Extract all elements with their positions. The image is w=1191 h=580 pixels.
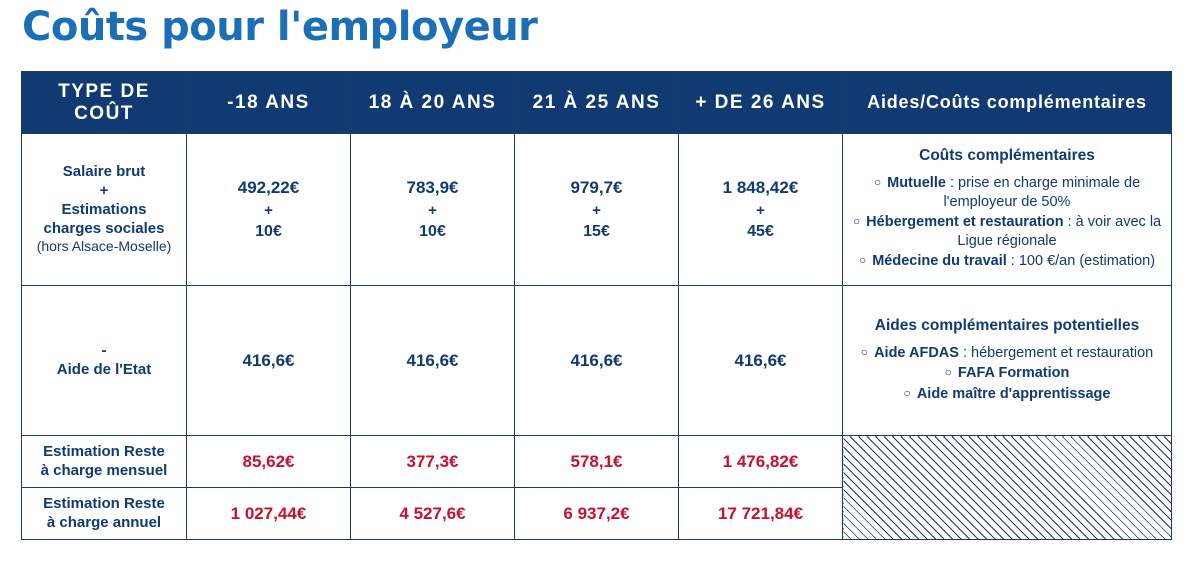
header-aides-couts-complementaires: Aides/Coûts complémentaires [843,72,1172,134]
bullet-icon: ○ [858,253,867,268]
cell-reste-mensuel-moins18: 85,62€ [187,436,351,488]
row-label-line1: Estimation Reste [43,442,165,460]
cell-amount: 979,7€ [570,177,623,197]
note-text: : à voir avec la Ligue régionale [957,214,1162,249]
table-row [22,134,1172,286]
bullet-icon: ○ [852,214,861,229]
list-item [849,174,1165,211]
page-title: Coûts pour l'employeur [22,4,538,50]
note-bold: Hébergement et restauration [866,214,1064,231]
notes-aides-complementaires [843,286,1172,436]
header-21-a-25-ans: 21 À 25 ANS [515,72,679,134]
row-label-line2: à charge mensuel [40,461,168,479]
cell-reste-mensuel-21-25: 578,1€ [515,436,679,488]
table-body [22,134,1172,540]
cell-extra: 10€ [419,222,446,240]
cell-salaire-plus26 [679,134,843,286]
cell-salaire-moins18 [187,134,351,286]
list-item [849,344,1165,363]
table-header [22,72,1172,134]
cell-plus: + [264,201,273,219]
cell-salaire-18-20 [351,134,515,286]
cell-aide-plus26: 416,6€ [679,286,843,436]
row-label-reste-mensuel [22,436,187,488]
notes-title: Coûts complémentaires [919,147,1095,165]
note-bold: Aide AFDAS [874,344,959,361]
row-label-line4: charges sociales [43,219,165,237]
row-label-line2: + [99,182,109,199]
note-bold: Aide maître d'apprentissage [916,385,1111,402]
cell-extra: 45€ [747,222,774,240]
row-label-line1: Estimation Reste [43,494,165,512]
note-text: : 100 €/an (estimation) [1006,253,1156,270]
note-text: : hébergement et restauration [958,344,1154,361]
table-row [22,286,1172,436]
bullet-icon: ○ [860,344,869,359]
table-row [22,436,1172,488]
cell-amount: 1 848,42€ [722,177,799,197]
cell-amount: 783,9€ [406,177,459,197]
bullet-icon: ○ [944,365,952,380]
note-bold: Mutuelle [887,175,946,192]
cell-aide-18-20: 416,6€ [351,286,515,436]
notes-list [849,344,1165,404]
row-label-aide-etat [22,286,187,436]
bullet-icon: ○ [873,175,882,190]
cell-aide-moins18: 416,6€ [187,286,351,436]
table-header-row [22,72,1172,134]
row-label-note: (hors Alsace-Moselle) [36,238,172,255]
cell-reste-mensuel-18-20: 377,3€ [351,436,515,488]
note-bold: FAFA Formation [957,365,1070,382]
cell-reste-mensuel-plus26: 1 476,82€ [679,436,843,488]
row-label-line1: Salaire brut [62,163,146,181]
cell-plus: + [428,201,437,219]
notes-couts-complementaires [843,134,1172,286]
row-label-line2: à charge annuel [46,513,162,531]
cell-reste-annuel-21-25: 6 937,2€ [515,488,679,540]
cell-extra: 10€ [255,222,282,240]
list-item [849,385,1165,404]
notes-title: Aides complémentaires potentielles [874,316,1140,334]
notes-list [849,174,1165,271]
note-text: : prise en charge minimale de l'employeur de 50% [943,175,1141,210]
list-item [849,252,1165,271]
cell-aide-21-25: 416,6€ [515,286,679,436]
header-moins-18-ans: -18 ANS [187,72,351,134]
cell-amount: 492,22€ [237,177,300,197]
list-item [849,213,1165,250]
cell-plus: + [592,201,601,219]
cell-reste-annuel-moins18: 1 027,44€ [187,488,351,540]
cell-extra: 15€ [583,222,610,240]
cell-plus: + [756,201,765,219]
note-bold: Médecine du travail [872,253,1007,270]
header-type-de-cout: TYPE DE COÛT [22,72,187,134]
row-label-line1: - [101,341,107,359]
cell-reste-annuel-plus26: 17 721,84€ [679,488,843,540]
bullet-icon: ○ [903,385,911,400]
row-label-salaire-brut [22,134,187,286]
row-label-line2: Aide de l'Etat [56,360,152,378]
header-18-a-20-ans: 18 À 20 ANS [351,72,515,134]
header-plus-de-26-ans: + DE 26 ANS [679,72,843,134]
cost-table [21,71,1172,540]
cell-reste-annuel-18-20: 4 527,6€ [351,488,515,540]
list-item [849,364,1165,383]
row-label-line3: Estimations [61,200,147,218]
row-label-reste-annuel [22,488,187,540]
cell-salaire-21-25 [515,134,679,286]
hatched-empty-cell [843,436,1172,540]
